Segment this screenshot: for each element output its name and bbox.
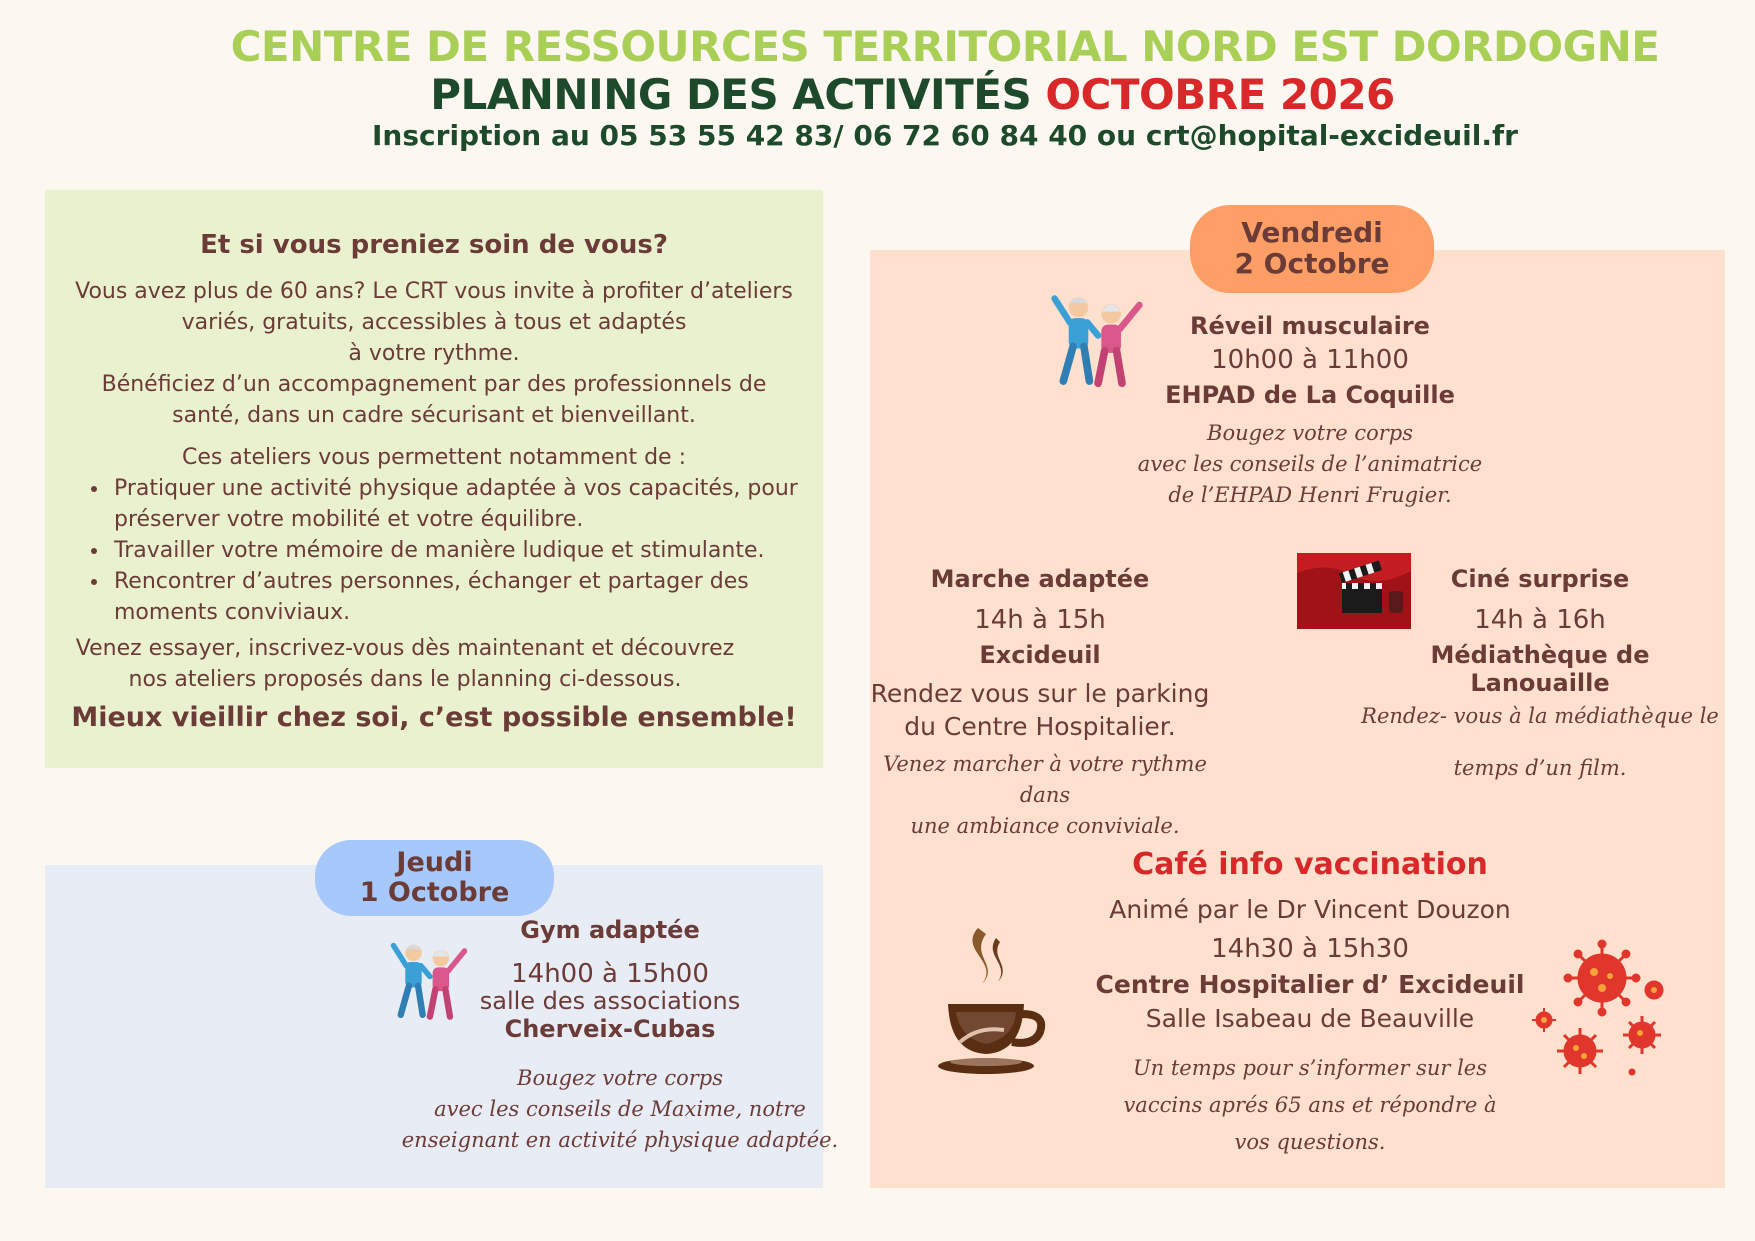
description-line: de l’EHPAD Henri Frugier.	[1168, 483, 1452, 507]
description-line: Bougez votre corps	[1207, 421, 1413, 445]
activity-description	[1360, 690, 1720, 794]
seniors-exercise-icon	[1047, 292, 1147, 392]
intro-invitation	[65, 633, 745, 695]
intro-paragraph	[65, 276, 803, 431]
activity-description	[1110, 1050, 1510, 1161]
intro-line: à votre rythme.	[348, 341, 520, 366]
activity-description	[400, 1063, 840, 1156]
description-line: Bougez votre corps	[517, 1066, 723, 1090]
description-line: avec les conseils de Maxime, notre	[434, 1097, 806, 1121]
benefits-list	[75, 473, 830, 628]
description-line: vos questions.	[1234, 1130, 1386, 1154]
activity-time: 14h30 à 15h30	[1211, 934, 1409, 964]
activity-city: Cherveix-Cubas	[504, 1015, 716, 1043]
activity-room: Salle Isabeau de Beauville	[1145, 1004, 1475, 1033]
intro-line: Venez essayer, inscrivez-vous dès maintenant et découvrez	[75, 636, 735, 661]
activity-title: Café info vaccination	[1132, 847, 1488, 882]
activity-place: salle des associations	[479, 987, 741, 1015]
activity-description	[1110, 418, 1510, 511]
day-label: Vendredi	[1241, 216, 1383, 249]
date-label: 2 Octobre	[1234, 247, 1390, 280]
activity-host: Animé par le Dr Vincent Douzon	[1109, 895, 1511, 924]
activity-title: Marche adaptée	[930, 565, 1150, 593]
intro-lead: Ces ateliers vous permettent notamment de :	[182, 445, 686, 470]
jeudi-date-badge	[315, 840, 554, 916]
info-line: du Centre Hospitalier.	[904, 712, 1176, 741]
activity-description	[865, 749, 1225, 842]
activity-title: Réveil musculaire	[1190, 312, 1430, 340]
activity-place: EHPAD de La Coquille	[1165, 381, 1455, 409]
intro-title: Et si vous preniez soin de vous?	[200, 230, 668, 260]
date-label: 1 Octobre	[359, 877, 510, 908]
intro-line: santé, dans un cadre sécurisant et bienveillant.	[172, 403, 696, 428]
list-item: • Pratiquer une activité physique adaptée à vos capacités, pour préserver votre mobilité et votre équilibre.	[110, 473, 830, 535]
description-line: une ambiance conviviale.	[910, 814, 1180, 838]
activity-time: 14h à 15h	[974, 605, 1106, 635]
activity-title: Ciné surprise	[1450, 565, 1630, 593]
planning-title	[0, 70, 1755, 119]
vendredi-date-badge	[1190, 205, 1434, 293]
coffee-cup-icon	[938, 922, 1050, 1078]
description-line: avec les conseils de l’animatrice	[1137, 452, 1483, 476]
planning-title-main: PLANNING DES ACTIVITÉS	[430, 70, 1032, 119]
description-line: Venez marcher à votre rythme dans	[883, 752, 1207, 807]
description-line: temps d’un film.	[1453, 756, 1627, 780]
planning-title-month: OCTOBRE 2026	[1045, 70, 1395, 119]
activity-time: 14h00 à 15h00	[511, 959, 709, 989]
intro-line: variés, gratuits, accessibles à tous et adaptés	[181, 310, 687, 335]
activity-time: 10h00 à 11h00	[1211, 345, 1409, 375]
activity-time: 14h à 16h	[1474, 605, 1606, 635]
info-line: Rendez vous sur le parking	[870, 679, 1210, 708]
intro-line: Vous avez plus de 60 ans? Le CRT vous invite à profiter d’ateliers	[75, 279, 793, 304]
activity-place: Excideuil	[979, 641, 1101, 669]
activity-place: Médiathèque de Lanouaille	[1430, 641, 1650, 697]
intro-line: Bénéficiez d’un accompagnement par des professionnels de	[101, 372, 767, 397]
description-line: vaccins aprés 65 ans et répondre à	[1123, 1093, 1497, 1117]
registration-info: Inscription au 05 53 55 42 83/ 06 72 60 84 40 ou crt@hopital-excideuil.fr	[372, 119, 1518, 152]
center-title: CENTRE DE RESSOURCES TERRITORIAL NORD EST DORDOGNE	[230, 22, 1660, 71]
activity-meeting-point	[870, 677, 1210, 743]
intro-slogan: Mieux vieillir chez soi, c’est possible ensemble!	[71, 702, 797, 733]
day-label: Jeudi	[396, 847, 473, 878]
activity-title: Gym adaptée	[520, 916, 700, 944]
list-item: • Travailler votre mémoire de manière ludique et stimulante.	[110, 535, 830, 566]
intro-line: nos ateliers proposés dans le planning ci-dessous.	[128, 667, 682, 692]
list-item: • Rencontrer d’autres personnes, échanger et partager des moments conviviaux.	[110, 566, 830, 628]
intro-panel	[45, 190, 823, 768]
description-line: enseignant en activité physique adaptée.	[401, 1128, 839, 1152]
activity-place: Centre Hospitalier d’ Excideuil	[1095, 970, 1525, 999]
virus-icon	[1532, 938, 1672, 1080]
description-line: Rendez- vous à la médiathèque le	[1361, 704, 1719, 728]
description-line: Un temps pour s’informer sur les	[1132, 1056, 1488, 1080]
